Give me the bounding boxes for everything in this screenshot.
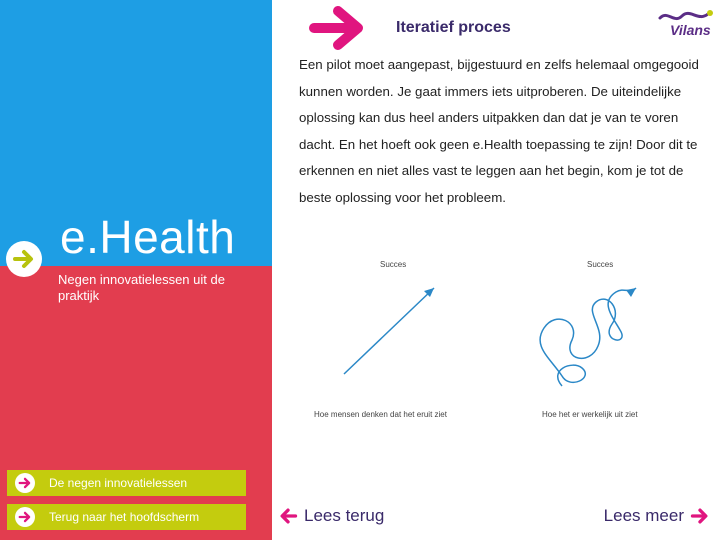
illustration-left-top: Succes	[380, 260, 407, 269]
arrow-right-icon	[308, 4, 370, 52]
nav-arrow-badge	[15, 507, 35, 527]
brand-arrow-badge	[6, 241, 42, 277]
arrow-right-icon	[12, 247, 36, 271]
illustration-left-caption: Hoe mensen denken dat het eruit ziet	[314, 410, 447, 419]
arrow-right-icon	[690, 506, 710, 526]
logo-text: Vilans	[670, 22, 711, 38]
nav-button-label: Terug naar het hoofdscherm	[49, 510, 200, 524]
nav-button-home[interactable]	[7, 504, 246, 530]
red-panel	[0, 266, 272, 540]
back-link[interactable]	[278, 506, 384, 526]
back-link-label: Lees terug	[304, 506, 385, 525]
success-illustration	[300, 250, 710, 430]
lesson-paragraph: Een pilot moet aangepast, bijgestuurd en zelfs helemaal omgegooid kunnen worden. Je gaat immers iets uitproberen. De uiteindelijke oplossing kan dus heel anders uitpakken dan dat je van te voren dacht. En het hoeft ook geen e.Health toepassing te zijn! Door dit te erkennen en niet alles vast te leggen aan het begin, kom je tot de beste oplossing voor het probleem.	[299, 57, 699, 205]
illustration-right-caption: Hoe het er werkelijk uit ziet	[542, 410, 638, 419]
nav-button-label: De negen innovatielessen	[49, 476, 188, 490]
nav-button-lessons[interactable]	[7, 470, 246, 496]
next-link[interactable]	[604, 506, 710, 526]
arrow-right-icon	[18, 476, 32, 490]
illustration-right-top: Succes	[587, 260, 614, 269]
next-link-label: Lees meer	[603, 506, 684, 525]
brand-subtitle: Negen innovatielessen uit de praktijk	[58, 272, 225, 303]
squiggle-path-line	[540, 288, 636, 386]
arrow-left-icon	[278, 506, 298, 526]
squiggle-path-arrowhead	[626, 288, 636, 297]
arrow-right-icon	[18, 510, 32, 524]
brand-title: e.Health	[60, 211, 236, 263]
nav-arrow-badge	[15, 473, 35, 493]
straight-path-line	[344, 288, 434, 374]
page-title: Iteratief proces	[396, 19, 511, 36]
